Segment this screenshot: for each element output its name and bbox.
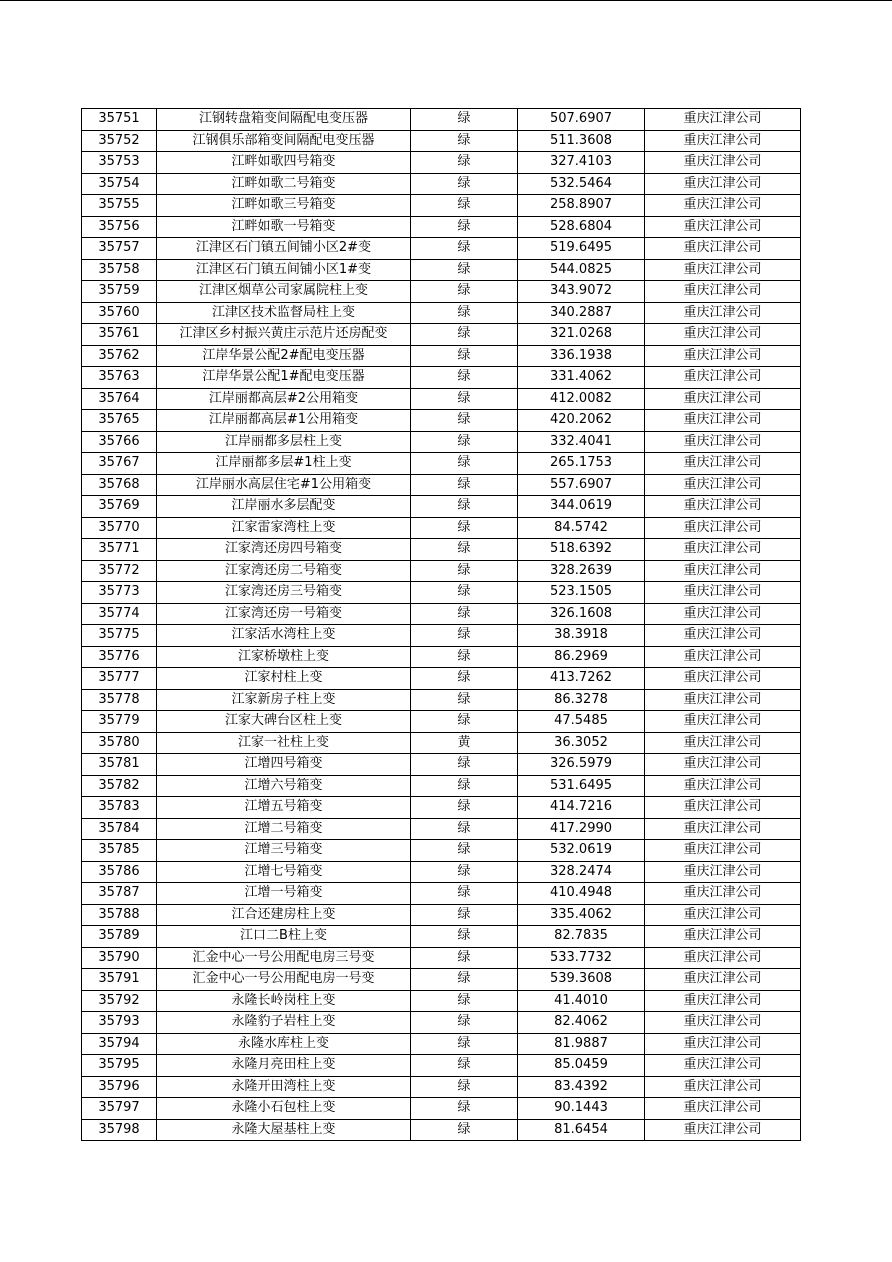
row-id-cell: 35796 <box>82 1076 157 1098</box>
row-id-cell: 35775 <box>82 625 157 647</box>
status-color-cell: 绿 <box>411 840 518 862</box>
row-id-cell: 35755 <box>82 195 157 217</box>
device-name-cell: 江畔如歌二号箱变 <box>157 173 411 195</box>
company-cell: 重庆江津公司 <box>645 840 801 862</box>
row-id-cell: 35753 <box>82 152 157 174</box>
row-id-cell: 35752 <box>82 130 157 152</box>
table-body <box>82 109 801 1141</box>
company-cell: 重庆江津公司 <box>645 195 801 217</box>
row-id-cell: 35776 <box>82 646 157 668</box>
company-cell: 重庆江津公司 <box>645 152 801 174</box>
value-cell: 343.9072 <box>518 281 645 303</box>
status-color-cell: 绿 <box>411 775 518 797</box>
status-color-cell: 黄 <box>411 732 518 754</box>
value-cell: 335.4062 <box>518 904 645 926</box>
row-id-cell: 35780 <box>82 732 157 754</box>
company-cell: 重庆江津公司 <box>645 1119 801 1141</box>
company-cell: 重庆江津公司 <box>645 818 801 840</box>
table-row <box>82 259 801 281</box>
table-row <box>82 496 801 518</box>
status-color-cell: 绿 <box>411 947 518 969</box>
device-name-cell: 汇金中心一号公用配电房三号变 <box>157 947 411 969</box>
device-name-cell: 江岸华景公配1#配电变压器 <box>157 367 411 389</box>
table-row <box>82 1033 801 1055</box>
value-cell: 82.4062 <box>518 1012 645 1034</box>
company-cell: 重庆江津公司 <box>645 861 801 883</box>
table-row <box>82 302 801 324</box>
row-id-cell: 35768 <box>82 474 157 496</box>
device-name-cell: 江津区烟草公司家属院柱上变 <box>157 281 411 303</box>
table-row <box>82 625 801 647</box>
row-id-cell: 35760 <box>82 302 157 324</box>
row-id-cell: 35758 <box>82 259 157 281</box>
company-cell: 重庆江津公司 <box>645 109 801 131</box>
device-name-cell: 江家湾还房四号箱变 <box>157 539 411 561</box>
status-color-cell: 绿 <box>411 302 518 324</box>
company-cell: 重庆江津公司 <box>645 926 801 948</box>
table-row <box>82 646 801 668</box>
company-cell: 重庆江津公司 <box>645 453 801 475</box>
company-cell: 重庆江津公司 <box>645 775 801 797</box>
row-id-cell: 35766 <box>82 431 157 453</box>
device-name-cell: 江增三号箱变 <box>157 840 411 862</box>
status-color-cell: 绿 <box>411 689 518 711</box>
table-row <box>82 711 801 733</box>
status-color-cell: 绿 <box>411 1033 518 1055</box>
device-name-cell: 江家湾还房二号箱变 <box>157 560 411 582</box>
device-name-cell: 江家雷家湾柱上变 <box>157 517 411 539</box>
device-name-cell: 永隆月亮田柱上变 <box>157 1055 411 1077</box>
row-id-cell: 35764 <box>82 388 157 410</box>
device-name-cell: 永隆开田湾柱上变 <box>157 1076 411 1098</box>
company-cell: 重庆江津公司 <box>645 732 801 754</box>
status-color-cell: 绿 <box>411 474 518 496</box>
row-id-cell: 35772 <box>82 560 157 582</box>
company-cell: 重庆江津公司 <box>645 560 801 582</box>
status-color-cell: 绿 <box>411 195 518 217</box>
table-row <box>82 539 801 561</box>
company-cell: 重庆江津公司 <box>645 302 801 324</box>
row-id-cell: 35788 <box>82 904 157 926</box>
row-id-cell: 35759 <box>82 281 157 303</box>
value-cell: 47.5485 <box>518 711 645 733</box>
device-name-cell: 江岸丽都多层#1柱上变 <box>157 453 411 475</box>
table-row <box>82 668 801 690</box>
status-color-cell: 绿 <box>411 259 518 281</box>
table-row <box>82 732 801 754</box>
value-cell: 81.6454 <box>518 1119 645 1141</box>
row-id-cell: 35767 <box>82 453 157 475</box>
company-cell: 重庆江津公司 <box>645 324 801 346</box>
value-cell: 340.2887 <box>518 302 645 324</box>
status-color-cell: 绿 <box>411 345 518 367</box>
value-cell: 528.6804 <box>518 216 645 238</box>
value-cell: 86.3278 <box>518 689 645 711</box>
table-row <box>82 947 801 969</box>
device-name-cell: 江畔如歌四号箱变 <box>157 152 411 174</box>
value-cell: 412.0082 <box>518 388 645 410</box>
device-name-cell: 江家村柱上变 <box>157 668 411 690</box>
company-cell: 重庆江津公司 <box>645 1076 801 1098</box>
value-cell: 507.6907 <box>518 109 645 131</box>
status-color-cell: 绿 <box>411 754 518 776</box>
company-cell: 重庆江津公司 <box>645 388 801 410</box>
company-cell: 重庆江津公司 <box>645 539 801 561</box>
value-cell: 258.8907 <box>518 195 645 217</box>
status-color-cell: 绿 <box>411 990 518 1012</box>
company-cell: 重庆江津公司 <box>645 603 801 625</box>
value-cell: 557.6907 <box>518 474 645 496</box>
device-name-cell: 江钢俱乐部箱变间隔配电变压器 <box>157 130 411 152</box>
row-id-cell: 35786 <box>82 861 157 883</box>
company-cell: 重庆江津公司 <box>645 582 801 604</box>
table-row <box>82 797 801 819</box>
company-cell: 重庆江津公司 <box>645 625 801 647</box>
row-id-cell: 35778 <box>82 689 157 711</box>
company-cell: 重庆江津公司 <box>645 904 801 926</box>
value-cell: 327.4103 <box>518 152 645 174</box>
value-cell: 328.2474 <box>518 861 645 883</box>
value-cell: 414.7216 <box>518 797 645 819</box>
table-row <box>82 1055 801 1077</box>
device-name-cell: 汇金中心一号公用配电房一号变 <box>157 969 411 991</box>
table-row <box>82 324 801 346</box>
row-id-cell: 35774 <box>82 603 157 625</box>
company-cell: 重庆江津公司 <box>645 668 801 690</box>
table-row <box>82 969 801 991</box>
device-name-cell: 江增四号箱变 <box>157 754 411 776</box>
table-row <box>82 130 801 152</box>
company-cell: 重庆江津公司 <box>645 969 801 991</box>
device-name-cell: 江家大碑台区柱上变 <box>157 711 411 733</box>
value-cell: 511.3608 <box>518 130 645 152</box>
device-name-cell: 江岸丽水高层住宅#1公用箱变 <box>157 474 411 496</box>
company-cell: 重庆江津公司 <box>645 990 801 1012</box>
company-cell: 重庆江津公司 <box>645 1055 801 1077</box>
value-cell: 36.3052 <box>518 732 645 754</box>
table-row <box>82 453 801 475</box>
status-color-cell: 绿 <box>411 1076 518 1098</box>
value-cell: 332.4041 <box>518 431 645 453</box>
row-id-cell: 35789 <box>82 926 157 948</box>
device-name-cell: 江增六号箱变 <box>157 775 411 797</box>
device-name-cell: 江岸丽水多层配变 <box>157 496 411 518</box>
status-color-cell: 绿 <box>411 130 518 152</box>
company-cell: 重庆江津公司 <box>645 689 801 711</box>
table-row <box>82 1119 801 1141</box>
row-id-cell: 35779 <box>82 711 157 733</box>
value-cell: 326.5979 <box>518 754 645 776</box>
table-row <box>82 775 801 797</box>
company-cell: 重庆江津公司 <box>645 496 801 518</box>
device-name-cell: 江增五号箱变 <box>157 797 411 819</box>
device-name-cell: 江津区乡村振兴黄庄示范片还房配变 <box>157 324 411 346</box>
device-name-cell: 江钢转盘箱变间隔配电变压器 <box>157 109 411 131</box>
value-cell: 41.4010 <box>518 990 645 1012</box>
row-id-cell: 35754 <box>82 173 157 195</box>
table-row <box>82 582 801 604</box>
device-name-cell: 江家湾还房一号箱变 <box>157 603 411 625</box>
status-color-cell: 绿 <box>411 668 518 690</box>
status-color-cell: 绿 <box>411 818 518 840</box>
row-id-cell: 35785 <box>82 840 157 862</box>
row-id-cell: 35794 <box>82 1033 157 1055</box>
value-cell: 328.2639 <box>518 560 645 582</box>
company-cell: 重庆江津公司 <box>645 238 801 260</box>
table-row <box>82 754 801 776</box>
value-cell: 321.0268 <box>518 324 645 346</box>
status-color-cell: 绿 <box>411 582 518 604</box>
row-id-cell: 35756 <box>82 216 157 238</box>
value-cell: 83.4392 <box>518 1076 645 1098</box>
status-color-cell: 绿 <box>411 388 518 410</box>
value-cell: 532.0619 <box>518 840 645 862</box>
status-color-cell: 绿 <box>411 410 518 432</box>
company-cell: 重庆江津公司 <box>645 1033 801 1055</box>
status-color-cell: 绿 <box>411 173 518 195</box>
table-row <box>82 410 801 432</box>
row-id-cell: 35797 <box>82 1098 157 1120</box>
value-cell: 81.9887 <box>518 1033 645 1055</box>
device-name-cell: 江岸丽都多层柱上变 <box>157 431 411 453</box>
value-cell: 90.1443 <box>518 1098 645 1120</box>
row-id-cell: 35795 <box>82 1055 157 1077</box>
company-cell: 重庆江津公司 <box>645 646 801 668</box>
value-cell: 533.7732 <box>518 947 645 969</box>
value-cell: 519.6495 <box>518 238 645 260</box>
company-cell: 重庆江津公司 <box>645 797 801 819</box>
table-row <box>82 517 801 539</box>
row-id-cell: 35769 <box>82 496 157 518</box>
company-cell: 重庆江津公司 <box>645 173 801 195</box>
device-name-cell: 永隆水库柱上变 <box>157 1033 411 1055</box>
status-color-cell: 绿 <box>411 861 518 883</box>
device-name-cell: 江口二B柱上变 <box>157 926 411 948</box>
status-color-cell: 绿 <box>411 1055 518 1077</box>
row-id-cell: 35761 <box>82 324 157 346</box>
table-row <box>82 689 801 711</box>
row-id-cell: 35757 <box>82 238 157 260</box>
device-name-cell: 永隆豹子岩柱上变 <box>157 1012 411 1034</box>
table-row <box>82 367 801 389</box>
row-id-cell: 35770 <box>82 517 157 539</box>
company-cell: 重庆江津公司 <box>645 130 801 152</box>
value-cell: 326.1608 <box>518 603 645 625</box>
value-cell: 84.5742 <box>518 517 645 539</box>
data-table <box>81 108 801 1141</box>
row-id-cell: 35773 <box>82 582 157 604</box>
value-cell: 85.0459 <box>518 1055 645 1077</box>
row-id-cell: 35777 <box>82 668 157 690</box>
row-id-cell: 35782 <box>82 775 157 797</box>
value-cell: 86.2969 <box>518 646 645 668</box>
table-row <box>82 345 801 367</box>
value-cell: 38.3918 <box>518 625 645 647</box>
table-row <box>82 388 801 410</box>
status-color-cell: 绿 <box>411 453 518 475</box>
status-color-cell: 绿 <box>411 560 518 582</box>
device-name-cell: 江津区石门镇五间铺小区2#变 <box>157 238 411 260</box>
table-row <box>82 883 801 905</box>
table-row <box>82 173 801 195</box>
status-color-cell: 绿 <box>411 281 518 303</box>
device-name-cell: 江增二号箱变 <box>157 818 411 840</box>
value-cell: 336.1938 <box>518 345 645 367</box>
company-cell: 重庆江津公司 <box>645 1012 801 1034</box>
device-name-cell: 江增七号箱变 <box>157 861 411 883</box>
status-color-cell: 绿 <box>411 711 518 733</box>
company-cell: 重庆江津公司 <box>645 281 801 303</box>
value-cell: 531.6495 <box>518 775 645 797</box>
table-row <box>82 818 801 840</box>
device-name-cell: 江岸丽都高层#1公用箱变 <box>157 410 411 432</box>
status-color-cell: 绿 <box>411 603 518 625</box>
table-row <box>82 840 801 862</box>
table-row <box>82 560 801 582</box>
row-id-cell: 35787 <box>82 883 157 905</box>
status-color-cell: 绿 <box>411 324 518 346</box>
page-top-border <box>0 0 892 1</box>
value-cell: 539.3608 <box>518 969 645 991</box>
row-id-cell: 35784 <box>82 818 157 840</box>
company-cell: 重庆江津公司 <box>645 345 801 367</box>
device-name-cell: 江家活水湾柱上变 <box>157 625 411 647</box>
company-cell: 重庆江津公司 <box>645 1098 801 1120</box>
row-id-cell: 35791 <box>82 969 157 991</box>
status-color-cell: 绿 <box>411 496 518 518</box>
device-name-cell: 江岸华景公配2#配电变压器 <box>157 345 411 367</box>
value-cell: 523.1505 <box>518 582 645 604</box>
device-name-cell: 江家桥墩柱上变 <box>157 646 411 668</box>
status-color-cell: 绿 <box>411 1012 518 1034</box>
row-id-cell: 35762 <box>82 345 157 367</box>
value-cell: 331.4062 <box>518 367 645 389</box>
status-color-cell: 绿 <box>411 1119 518 1141</box>
table-row <box>82 861 801 883</box>
device-name-cell: 江津区技术监督局柱上变 <box>157 302 411 324</box>
status-color-cell: 绿 <box>411 969 518 991</box>
value-cell: 82.7835 <box>518 926 645 948</box>
device-name-cell: 江增一号箱变 <box>157 883 411 905</box>
row-id-cell: 35771 <box>82 539 157 561</box>
status-color-cell: 绿 <box>411 109 518 131</box>
company-cell: 重庆江津公司 <box>645 517 801 539</box>
device-name-cell: 江家湾还房三号箱变 <box>157 582 411 604</box>
company-cell: 重庆江津公司 <box>645 216 801 238</box>
table-row <box>82 1076 801 1098</box>
company-cell: 重庆江津公司 <box>645 474 801 496</box>
company-cell: 重庆江津公司 <box>645 259 801 281</box>
status-color-cell: 绿 <box>411 431 518 453</box>
status-color-cell: 绿 <box>411 238 518 260</box>
company-cell: 重庆江津公司 <box>645 754 801 776</box>
status-color-cell: 绿 <box>411 926 518 948</box>
value-cell: 417.2990 <box>518 818 645 840</box>
company-cell: 重庆江津公司 <box>645 711 801 733</box>
company-cell: 重庆江津公司 <box>645 367 801 389</box>
table-row <box>82 904 801 926</box>
row-id-cell: 35793 <box>82 1012 157 1034</box>
status-color-cell: 绿 <box>411 646 518 668</box>
company-cell: 重庆江津公司 <box>645 431 801 453</box>
value-cell: 265.1753 <box>518 453 645 475</box>
device-name-cell: 永隆长岭岗柱上变 <box>157 990 411 1012</box>
value-cell: 410.4948 <box>518 883 645 905</box>
device-name-cell: 江畔如歌一号箱变 <box>157 216 411 238</box>
device-name-cell: 江合还建房柱上变 <box>157 904 411 926</box>
status-color-cell: 绿 <box>411 883 518 905</box>
status-color-cell: 绿 <box>411 625 518 647</box>
device-name-cell: 永隆小石包柱上变 <box>157 1098 411 1120</box>
status-color-cell: 绿 <box>411 517 518 539</box>
value-cell: 532.5464 <box>518 173 645 195</box>
table-row <box>82 990 801 1012</box>
table-row <box>82 1012 801 1034</box>
device-name-cell: 江津区石门镇五间铺小区1#变 <box>157 259 411 281</box>
status-color-cell: 绿 <box>411 904 518 926</box>
table-row <box>82 216 801 238</box>
row-id-cell: 35751 <box>82 109 157 131</box>
row-id-cell: 35792 <box>82 990 157 1012</box>
table-row <box>82 238 801 260</box>
table-row <box>82 431 801 453</box>
table-row <box>82 109 801 131</box>
status-color-cell: 绿 <box>411 797 518 819</box>
status-color-cell: 绿 <box>411 216 518 238</box>
status-color-cell: 绿 <box>411 539 518 561</box>
company-cell: 重庆江津公司 <box>645 883 801 905</box>
row-id-cell: 35765 <box>82 410 157 432</box>
row-id-cell: 35781 <box>82 754 157 776</box>
table-row <box>82 281 801 303</box>
status-color-cell: 绿 <box>411 367 518 389</box>
value-cell: 544.0825 <box>518 259 645 281</box>
status-color-cell: 绿 <box>411 1098 518 1120</box>
company-cell: 重庆江津公司 <box>645 947 801 969</box>
device-name-cell: 永隆大屋基柱上变 <box>157 1119 411 1141</box>
company-cell: 重庆江津公司 <box>645 410 801 432</box>
table-row <box>82 603 801 625</box>
device-name-cell: 江家新房子柱上变 <box>157 689 411 711</box>
row-id-cell: 35763 <box>82 367 157 389</box>
value-cell: 518.6392 <box>518 539 645 561</box>
table-row <box>82 474 801 496</box>
table-row <box>82 926 801 948</box>
status-color-cell: 绿 <box>411 152 518 174</box>
device-name-cell: 江家一社柱上变 <box>157 732 411 754</box>
row-id-cell: 35783 <box>82 797 157 819</box>
device-name-cell: 江畔如歌三号箱变 <box>157 195 411 217</box>
table-row <box>82 1098 801 1120</box>
value-cell: 420.2062 <box>518 410 645 432</box>
value-cell: 413.7262 <box>518 668 645 690</box>
row-id-cell: 35790 <box>82 947 157 969</box>
value-cell: 344.0619 <box>518 496 645 518</box>
device-name-cell: 江岸丽都高层#2公用箱变 <box>157 388 411 410</box>
table-row <box>82 152 801 174</box>
table-row <box>82 195 801 217</box>
row-id-cell: 35798 <box>82 1119 157 1141</box>
